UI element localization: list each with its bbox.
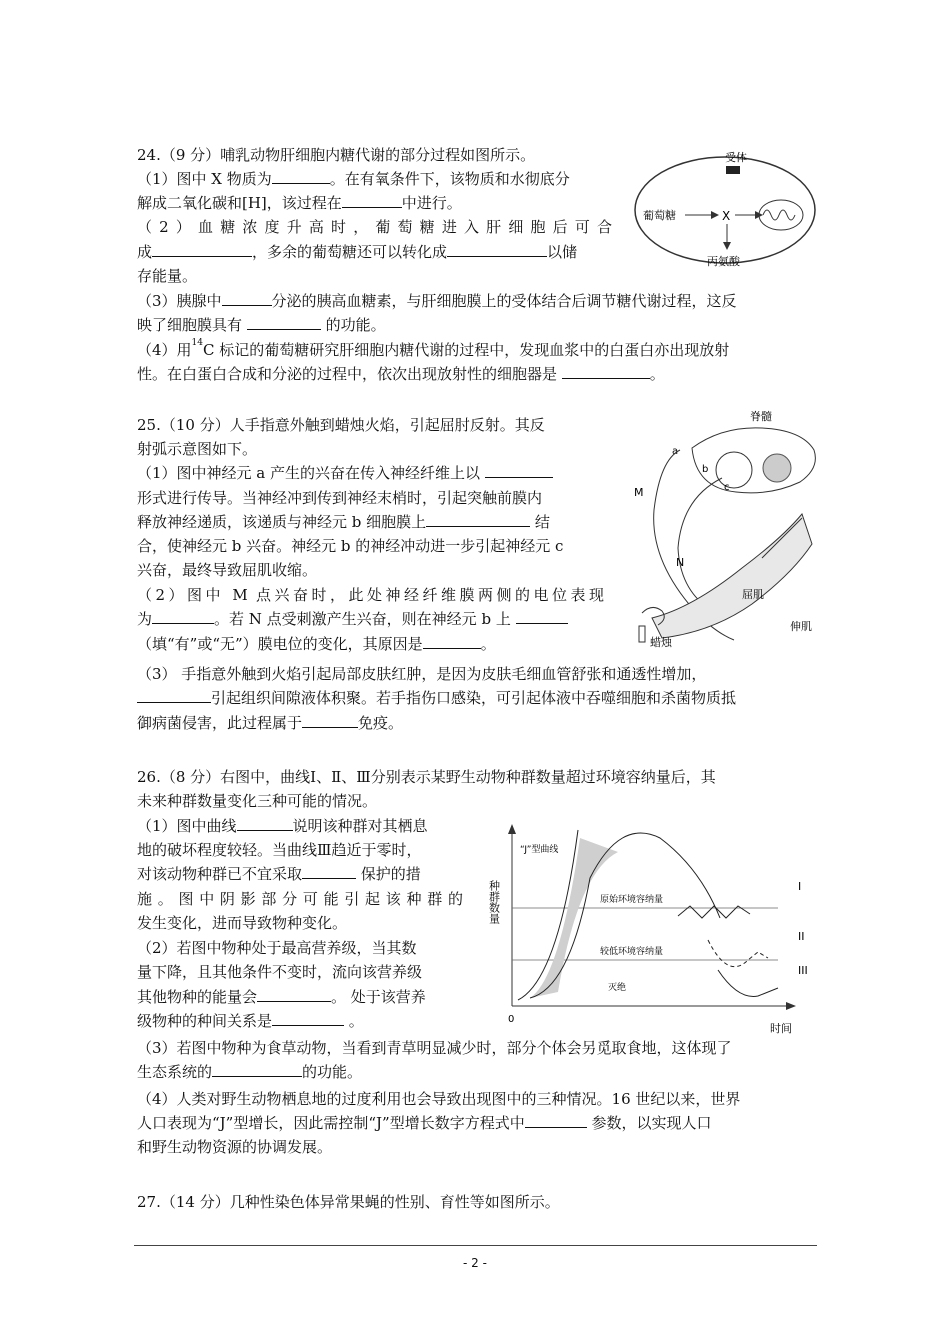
lower-capacity-label: 较低环境容纳量	[600, 947, 664, 957]
y-axis-label: 种群数量	[487, 880, 501, 924]
q25-line: 引起组织间隙液体积聚。若手指伤口感染，可引起体液中吞噬细胞和杀菌物质抵	[137, 686, 736, 710]
q25-line: 合，使神经元 b 兴奋。神经元 b 的神经冲动进一步引起神经元 c	[137, 537, 564, 555]
glucose-label: 葡萄糖	[643, 209, 676, 222]
candle-label: 蜡烛	[650, 636, 672, 649]
q24-line: 映了细胞膜具有 的功能。	[137, 316, 386, 334]
q25-title: 25.（10 分）人手指意外触到蜡烛火焰，引起屈肘反射。其反	[137, 416, 545, 434]
x-axis-label: 时间	[770, 1022, 792, 1035]
curve-1-label: I	[798, 880, 802, 893]
q26-title: 26.（8 分）右图中，曲线Ⅰ、Ⅱ、Ⅲ分别表示某野生动物种群数量超过环境容纳量后，其	[137, 768, 716, 786]
q26-line: 对该动物种群已不宜采取 保护的措	[137, 865, 421, 883]
q26-line: 地的破坏程度较轻。当曲线Ⅲ趋近于零时，	[137, 841, 422, 859]
q26-line: （1）图中曲线 说明该种群对其栖息	[137, 817, 428, 835]
x-label: X	[722, 209, 731, 223]
curve-2-label: II	[798, 930, 805, 943]
q26-line: （2）若图中物种处于最高营养级，当其数	[137, 939, 417, 957]
q26-title-cont: 未来种群数量变化三种可能的情况。	[137, 792, 378, 810]
q26-line: （4）人类对野生动物栖息地的过度利用也会导致出现图中的三种情况。16 世纪以来，世界	[137, 1090, 741, 1108]
alanine-label: 丙氨酸	[707, 255, 740, 268]
q26-line: 发生变化，进而导致物种变化。	[137, 914, 348, 932]
grey-matter-icon	[763, 454, 791, 482]
q24-line: （1）图中 X 物质为 。在有氧条件下，该物质和水彻底分	[137, 170, 570, 188]
q26-line: 级物种的种间关系是 。	[137, 1012, 364, 1030]
q24-line: （3）胰腺中 分泌的胰高血糖素，与肝细胞膜上的受体结合后调节糖代谢过程，这反	[137, 292, 737, 310]
spine-label: 脊髓	[750, 410, 772, 423]
q27-title: 27.（14 分）几种性染色体异常果蝇的性别、育性等如图所示。	[137, 1193, 560, 1211]
q24-line: 性。在白蛋白合成和分泌的过程中，依次出现放射性的细胞器是 。	[137, 365, 665, 383]
receptor-label: 受体	[725, 151, 747, 164]
q26-line: 施。图中阴影部分可能引起该种群的	[137, 890, 463, 908]
q24-line: 解成二氧化碳和[H]，该过程在 中进行。	[137, 194, 462, 212]
flexor-label: 屈肌	[742, 588, 764, 601]
q25-title-cont: 射弧示意图如下。	[137, 440, 258, 458]
extensor-label: 伸肌	[790, 620, 812, 633]
q24-line: 成 ，多余的葡萄糖还可以转化成 以储	[137, 243, 578, 261]
neuron-b-label: b	[702, 464, 709, 475]
q26-population-curve-figure	[478, 820, 813, 1038]
q25-line: （2）图中 M 点兴奋时，此处神经纤维膜两侧的电位表现	[137, 586, 604, 604]
receptor-icon	[726, 166, 740, 174]
q24-line: 存能量。	[137, 267, 198, 285]
curve-3-label: III	[798, 964, 808, 977]
j-curve-label: “J”型曲线	[520, 845, 559, 855]
candle-icon	[639, 626, 645, 642]
footer-rule	[134, 1245, 817, 1246]
q26-line: 人口表现为“J”型增长，因此需控制“J”型增长数字方程式中 参数，以实现人口	[137, 1114, 712, 1132]
q25-line: 为 。若 N 点受刺激产生兴奋，则在神经元 b 上	[137, 607, 568, 631]
page-number: - 2 -	[463, 1256, 487, 1270]
extinction-label: 灭绝	[608, 983, 627, 993]
q26-line: 和野生动物资源的协调发展。	[137, 1138, 333, 1156]
q26-line: 量下降，且其他条件不变时，流向该营养级	[137, 963, 423, 981]
q25-line: 释放神经递质，该递质与神经元 b 细胞膜上 结	[137, 513, 550, 531]
neuron-a-label: a	[672, 446, 679, 457]
mitochondrion-icon	[759, 200, 803, 230]
q25-line: （1）图中神经元 a 产生的兴奋在传入神经纤维上以	[137, 461, 553, 485]
point-n-label: N	[676, 556, 685, 569]
shaded-area	[530, 838, 618, 998]
q25-line: 形式进行传导。当神经冲到传到神经末梢时，引起突触前膜内	[137, 489, 543, 507]
q25-line: 兴奋，最终导致屈肌收缩。	[137, 561, 318, 579]
q24-title: 24.（9 分）哺乳动物肝细胞内糖代谢的部分过程如图所示。	[137, 146, 536, 164]
neuron-c-label: c	[724, 482, 730, 493]
point-m-label: M	[634, 486, 644, 499]
original-capacity-label: 原始环境容纳量	[600, 895, 664, 905]
q24-line: （2）血糖浓度升高时，葡萄糖进入肝细胞后可合	[137, 218, 612, 236]
q26-line: 生态系统的 的功能。	[137, 1063, 363, 1081]
q26-line: 其他物种的能量会 。 处于该营养	[137, 988, 426, 1006]
q25-line: 御病菌侵害，此过程属于 免疫。	[137, 714, 404, 732]
q24-liver-cell-figure	[615, 140, 820, 280]
q25-line: （3） 手指意外触到火焰引起局部皮肤红肿，是因为皮肤毛细血管舒张和通透性增加，	[137, 665, 707, 683]
q24-line: （4）用$^{14}$C 标记的葡萄糖研究肝细胞内糖代谢的过程中，发现血浆中的白蛋白亦出现放射	[137, 338, 730, 359]
origin-label: 0	[508, 1014, 515, 1025]
q25-reflex-arc-figure	[612, 408, 824, 658]
q25-line: （填“有”或“无”）膜电位的变化，其原因是 。	[137, 635, 496, 653]
q26-line: （3）若图中物种为食草动物，当看到青草明显减少时，部分个体会另觅取食地，这体现了	[137, 1039, 732, 1057]
